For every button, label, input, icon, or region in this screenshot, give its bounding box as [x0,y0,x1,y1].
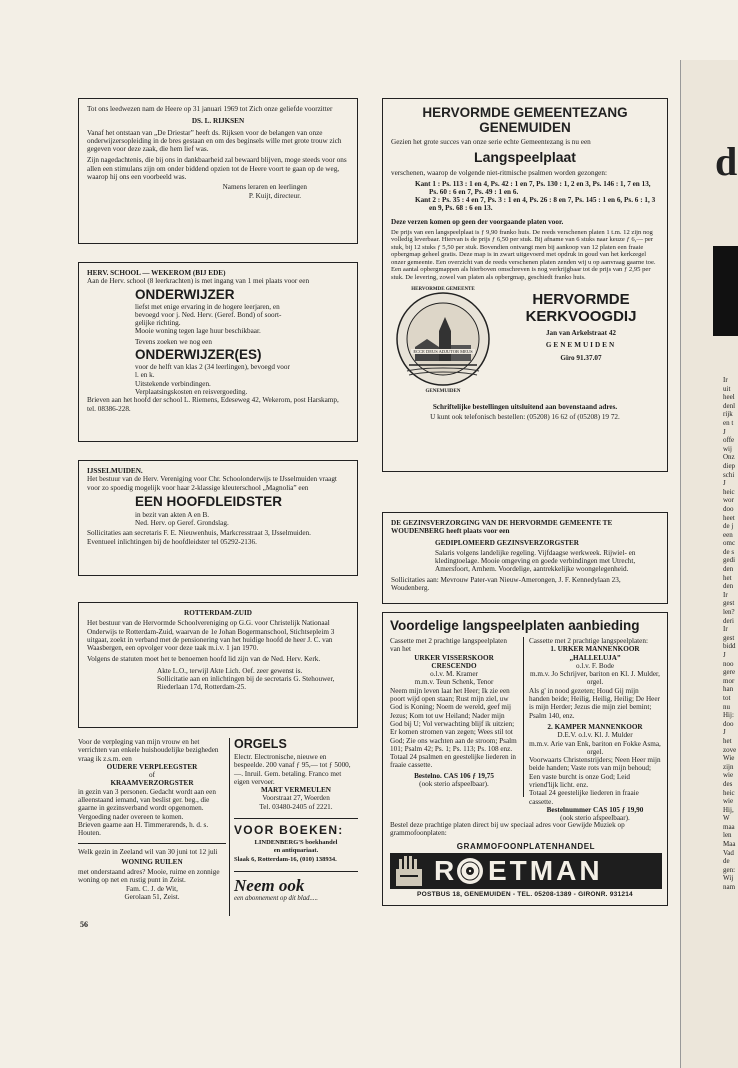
adjacent-text-fragment: gest [723,633,735,642]
gz-title1: HERVORMDE GEMEENTEZANG [422,105,628,120]
ad-langspeelplaten [382,612,668,906]
wekerom-intro: Aan de Herv. school (8 leerkrachten) is met ingang van 1 mei plaats voor een [87,277,310,286]
adjacent-text-fragment: de s [723,547,735,556]
adjacent-text-fragment: wij [723,444,732,453]
adjacent-text-fragment: Onz [723,453,735,462]
rotterdam-p2: Volgens de statuten moet het te benoemen hoofd lid zijn van de Ned. Herv. Kerk. [87,655,321,664]
rijksen-sign2: P. Kuijt, directeur. [248,191,301,200]
lp-left-mmv: m.m.v. Teun Schenk, Tenor [414,678,494,687]
adjacent-text-fragment: rijk [723,410,733,419]
lp-right-order: Bestelnummer CAS 105 ƒ 19,90 [546,805,644,814]
adjacent-text-fragment: wie [723,797,734,806]
ijssel-body-0: in bezit van akten A en B. [135,510,210,519]
divider [234,871,358,872]
verpleeg-h2: KRAAMVERZORGSTER [110,779,194,788]
lp-heading: Voordelige langspeelplaten aanbieding [390,618,640,633]
adjacent-text-fragment: deri [723,616,734,625]
adjacent-text-fragment: J [723,728,726,737]
adjacent-text-fragment: Ir [723,376,728,384]
gz-intro: Gezien het grote succes van onze serie echte Gemeentezang is nu een [391,138,591,146]
woning-p1: Welk gezin in Zeeland wil van 30 juni tot 12 juli [78,847,218,856]
column-divider [229,738,230,916]
gz-title2: GENEMUIDEN [479,120,571,135]
boeken-heading: VOOR BOEKEN: [234,823,344,838]
brand-letter-r: R [434,855,456,886]
adjacent-text-fragment: bidd [723,642,736,651]
lp-left-intro: Cassette met 2 prachtige langspeelplaten van het [390,637,507,654]
adjacent-text-fragment: Ir [723,590,728,599]
verpleeg-p3: Brieven gaarne aan H. Timmerarends, h. d. s. Houten. [78,820,209,838]
lp-left-songs: Neem mijn leven laat het Heer; Ik zie een poort wijd open staan; Rust mijn ziel, uw God is Koning; Noem de wereld, geef mij Jezus; Kom tot uw Heiland; Nader mijn God bij U; Vol verwachting blijf ik uitzien; Er komen stromen van zegen; Wees stil tot God; Zie ons wachten aan de stroom; Psalm 101; Psalm 42; Ps. 1; Ps. 113; Ps. 108 enz. Totaal 24 psalmen en geestelijke liederen in fraaie cassette. [390,686,517,770]
adjacent-text-fragment: de [723,857,730,866]
adjacent-black-block [713,246,738,336]
lp-left-choir2: CRESCENDO [431,661,477,670]
wekerom-body1-1: bevoegd voor j. Ned. Herv. (Geref. Bond) of soort- [135,310,282,319]
rijksen-p2: Zijn nagedachtenis, die bij ons in dankbaarheid zal bewaard blijven, moge steeds voor ons allen een stimulans zijn om onder biddend opzien tot de Heere voort te gaan op de weg, waarop hij ons een voorbeeld was. [87,156,347,182]
divider [234,818,358,819]
orgels-heading: ORGELS [234,737,287,751]
adjacent-text-fragment: de j [723,522,734,531]
orgels-body: Electr. Electronische, nieuwe en bespeelde. 200 vanaf ƒ 95,— tot ƒ 5000,—. Inruil. Gem. betaling. Franco met eigen vervoer. [234,753,351,786]
rotterdam-title: ROTTERDAM-ZUID [184,609,252,617]
adjacent-text-fragment: diep [723,461,736,470]
wekerom-title: HERV. SCHOOL — WEKEROM (BIJ EDE) [87,269,226,277]
adjacent-text-fragment: Ir [723,625,728,634]
adjacent-text-fragment: wie [723,771,734,780]
wekerom-tevens: Tevens zoeken we nog een [135,337,212,346]
rotterdam-p3: Akte L.O., terwijl Akte Lich. Oef. zeer gewenst is. [157,666,303,675]
adjacent-text-fragment: den [723,582,734,591]
lp-right-intro: Cassette met 2 prachtige langspeelplaten: [529,637,648,645]
wb-body: Salaris volgens landelijke regeling. Vijfdaagse werkweek. Rijwiel- en kledingtoelage. Mooie omgeving en goede verbindingen met Utrecht, Amersfoort, Arnhem. Voordelige, aantrekkelijke woongelegenheid. [435,548,636,574]
ijssel-closing2: Eventueel inlichtingen bij de hoofdleidster tel 05292-2136. [87,537,257,546]
wekerom-heading1: ONDERWIJZER [135,286,235,302]
kv-city: GENEMUIDEN [545,341,617,350]
boeken-line2: en antiquariaat. [273,847,319,855]
orgels-name: MART VERMEULEN [261,786,331,795]
wekerom-body2-0: voor de helft van klas 2 (34 leerlingen), bevoegd voor [135,363,290,372]
adjacent-text-fragment: tot [723,693,731,702]
wekerom-closing: Brieven aan het hoofd der school L. Riemens, Edeseweg 42, Wekerom, post Harskamp, tel. 08386-228. [87,396,339,413]
adjacent-text-fragment: wor [723,496,734,505]
verpleeg-h1: OUDERE VERPLEEGSTER [106,762,198,771]
adjacent-text-fragment: heet [723,513,735,522]
wekerom-body2-3: Verplaatsingskosten en reisvergoeding. [135,387,248,396]
verpleeg-p2: in gezin van 3 personen. Gedacht wordt aan een alleenstaand iemand, van beslist ger. beg., die gaarne in gezinsverband wordt opgenomen. Vergoeding nader overeen te komen. [78,787,216,821]
adjacent-text-fragment: offe [723,436,735,445]
boeken-line3: Slaak 6, Rotterdam-16, (010) 138934. [234,855,337,863]
lp-right-choir2: „HALLELUJA” [569,653,621,662]
rijksen-sign1: Namens leraren en leerlingen [222,183,307,192]
rijksen-name: DS. L. RIJKSEN [191,117,245,126]
adjacent-text-fragment: zijn [723,762,734,771]
lp-left-order: Bestelno. CAS 106 ƒ 19,75 [414,771,494,780]
adjacent-text-fragment: zove [723,745,737,754]
ad-woudenberg [382,512,668,604]
woning-heading: WONING RUILEN [121,857,183,866]
lp-postbus: POSTBUS 18, GENEMUIDEN - TEL. 05208-1389 - GIRONR. 931214 [417,891,633,898]
ad-gemeentezang [382,98,668,472]
ad-rotterdam [78,602,358,728]
lp-right [529,637,661,823]
adjacent-text-fragment: J [723,427,726,436]
wekerom-body1-3: Mooie woning tegen lage huur beschikbaar. [135,327,261,336]
adjacent-text-fragment: len [723,831,732,840]
record-icon [456,857,484,885]
wb-closing: Sollicitaties aan: Mevrouw Pater-van Nieuw-Amerongen, J. F. Kennedylaan 23, Woudenberg. [391,575,621,593]
lp-right-choir3: 2. KAMPER MANNENKOOR [547,722,643,731]
gz-notice: Deze verzen komen op geen der voorgaande platen voor. [391,217,564,226]
wekerom-body2-1: l. en k. [135,371,155,380]
adjacent-text-fragment: nu [723,702,730,711]
lp-right-total: Totaal 24 geestelijke liederen in fraaie cassette. [529,789,639,806]
adjacent-text-fragment: den [723,565,734,574]
lp-right-mmv: m.m.v. Jo Schrijver, bariton en Kl. J. Mulder, orgel. [530,670,660,687]
adjacent-text-fragment: noo [723,659,734,668]
kv-giro: Giro 91.37.07 [560,353,602,362]
adjacent-text-fragment: denl [723,401,736,410]
verpleeg-p1: Voor de verpleging van mijn vrouw en het verrichten van enkele huishoudelijke bezigheden vraag ik z.s.m. een [78,738,219,763]
boeken-line1: LINDENBERG'S boekhandel [254,839,338,847]
adjacent-text-column [723,376,738,892]
gz-intro2: verschenen, waarop de volgende niet-ritmische psalmen worden gezongen: [391,169,607,178]
ijssel-intro: Het bestuur van de Herv. Vereniging voor Chr. Schoolonderwijs te IJsselmuiden vraagt voor zo spoedig mogelijk voor haar 2-klassige kleuterschool „Magnolia” een [87,475,337,492]
adjacent-big-letter: d [715,139,738,184]
adjacent-text-fragment: mor [723,676,735,685]
seal-bottom-text: GENEMUIDEN [425,388,461,394]
adjacent-text-fragment: des [723,779,733,788]
lp-band: GRAMMOFOONPLATENHANDEL [456,842,596,851]
lp-right-choir: 1. URKER MANNENKOOR [550,645,640,654]
seal-ribbon-text: ECCE DEUS ADJUTOR MEUS [411,349,475,354]
adjacent-text-fragment: W [723,814,730,823]
organ-icon [394,855,424,887]
wekerom-body1-2: gelijke richting. [135,319,181,328]
lp-closing: Bestel deze prachtige platen direct bij uw speciaal adres voor Gewijde Muziek op grammofoonplaten: [390,821,625,838]
adjacent-text-fragment: len? [723,608,735,617]
lp-right-dir2: D.E.V. o.l.v. Kl. J. Mulder [557,731,633,740]
adjacent-text-fragment: heic [723,487,735,496]
adjacent-text-fragment: Vad [723,848,734,857]
wekerom-heading2: ONDERWIJZER(ES) [135,347,262,363]
ijssel-body-1: Ned. Herv. op Geref. Grondslag. [135,519,229,528]
verpleeg-of: of [149,771,155,780]
lp-right-dir: o.l.v. F. Bode [575,661,615,670]
woning-sign2: Gerolaan 51, Zeist. [124,893,180,902]
roetman-banner [390,853,662,889]
gz-footer1: Schriftelijke bestellingen uitsluitend aan bovenstaand adres. [432,402,618,411]
woning-sign1: Fam. C. J. de Wit, [126,884,178,893]
adjacent-text-fragment: doo [723,719,734,728]
adjacent-text-fragment: uit [723,384,731,393]
adjacent-text-fragment: J [723,479,726,488]
lp-right-songs2: Voorwaarts Christenstrijders; Neen Heer mijn beide handen; Vaste rots van mijn behoud; Een vaste burcht is onze God; Leid vriend'lijk licht. enz. [529,756,661,790]
adjacent-text-fragment: han [723,685,734,694]
adjacent-text-fragment: Wij [723,874,734,883]
adjacent-text-fragment: het [723,736,732,745]
wekerom-body1-0: liefst met enige ervaring in de hogere leerjaren, en [135,302,280,311]
kv-org1: HERVORMDE [532,290,630,308]
gz-kant2: Kant 2 : Ps. 35 : 4 en 7, Ps. 3 : 1 en 4, Ps. 26 : 8 en 7, Ps. 145 : 1 en 6, Ps. 6 : 1, 3 en 9, Ps. 68 : 6 en 13. [415,196,656,213]
page-number: 56 [80,920,88,929]
adjacent-text-fragment: J [723,651,726,659]
lp-left-dir: o.l.v. M. Kramer [430,670,478,679]
adjacent-text-fragment: het [723,573,732,582]
adjacent-text-fragment: gest [723,599,735,608]
ad-wekerom [78,262,358,442]
adjacent-text-fragment: schi [723,470,735,479]
ijssel-closing1: Sollicitaties aan secretaris F. E. Nieuwenhuis, Markcresstraat 3, IJsselmuiden. [87,529,311,538]
adjacent-text-fragment: doo [723,504,734,513]
adjacent-text-fragment: heic [723,788,735,797]
adjacent-text-fragment: omc [723,539,736,548]
gz-footer2: U kunt ook telefonisch bestellen: (05208) 16 62 of (05208) 19 72. [430,413,620,422]
adjacent-page [680,60,738,1068]
gz-seal-row [391,287,659,397]
wekerom-body2-2: Uitstekende verbindingen. [135,379,211,388]
kv-addr: Jan van Arkelstraat 42 [545,328,617,337]
adjacent-text-fragment: gedi [723,556,736,565]
adjacent-text-fragment: Maa [723,840,736,849]
gz-kant1: Kant 1 : Ps. 113 : 1 en 4, Ps. 42 : 1 en 7, Ps. 130 : 1, 2 en 3, Ps. 146 : 1, 7 en 13, Ps. 60 : 6 en 7, Ps. 49 : 1 en 6. [415,179,651,196]
ijssel-title: IJSSELMUIDEN. [87,467,143,475]
orgels-addr2: Tel. 03480-2405 of 2221. [259,802,333,811]
gz-body: De prijs van een langspeelplaat is ƒ 9,90 franko huis. De reeds verschenen platen 1 t.m. 12 zijn nog volledig leverbaar. Hiervan is de prijs ƒ 6,50 per stuk. Bij afname van 6 stuks naar keuze ƒ 6,— per stuk, bij 12 stuks ƒ 5,50 per stuk. Bovendien ontvangt men bij aankoop van 12 platen een fraaie opbergmap geheel gratis. Deze map is in zwart uitgevoerd met opdruk in goud van het kerkzegel onzer gemeente. Een overzicht van de reeds verschenen platen zenden wij u op aanvraag gaarne toe. Een aantal opbergmappen als hierboven omschreven is nog verkrijgbaar tot de prijs van ƒ 2,95 per stuk. De levering, zowel van platen als opbergmap, geschiedt franko huis. [391,229,656,281]
adjacent-text-fragment: heel [723,393,735,402]
column-divider [523,637,524,797]
ijssel-heading: EEN HOOFDLEIDSTER [135,493,283,509]
ad-rijksen [78,98,358,244]
col-small-ads [78,738,226,901]
wb-title: DE GEZINSVERZORGING VAN DE HERVORMDE GEMEENTE TE WOUDENBERG heeft plaats voor een [391,519,613,536]
ad-ijsselmuiden [78,460,358,576]
kv-org2: KERKVOOGDIJ [525,307,637,325]
divider [78,843,226,844]
lp-right-mmv2: m.m.v. Arie van Enk, bariton en Fokke Asma, orgel. [529,739,661,756]
adjacent-text-fragment: nam [723,883,736,892]
lp-left-order2: (ook sterio afspeelbaar). [419,780,489,789]
lp-right-order2: (ook sterio afspeelbaar). [560,814,630,823]
church-seal-icon [395,291,491,387]
rotterdam-p4: Sollicitatie aan en inlichtingen bij de secretaris G. Stehouwer, Riederlaan 17d, Rotterdam-25. [157,675,335,692]
rotterdam-p1: Het bestuur van de Hervormde Schoolvereniging op G.G. voor Christelijk Nationaal Onderwijs te Rotterdam-Zuid, waarvan de 1e Johan Bogermanschool, Stichtsepleim 3 uitgaat, zoekt in verband met de pensionering van het huidige hoofd de heer J. C. van Waasbergen, een opvolger voor deze taak m.i.v. 1 jan 1970. [87,619,335,653]
rijksen-p1: Vanaf het ontstaan van „De Driestar” heeft ds. Rijksen voor de belangen van onze onderwijzersopleiding in de bres gestaan en om des beginsels wille met grote trouw zich gegeven voor deze zaak, die hem lief was. [87,128,342,154]
adjacent-text-fragment: een [723,530,733,539]
lp-left-choir: URKER VISSERSKOOR [414,653,494,662]
gz-heading: Langspeelplaat [474,149,576,166]
adjacent-text-fragment: Wie [723,754,735,763]
woning-p2: met onderstaand adres? Mooie, ruime en zonnige woning op net en rustig punt in Zeist. [78,868,220,885]
lp-right-songs: Als g' in nood gezeten; Houd Gij mijn handen beide; Heilig, Heilig, Heilig; De Heer is mijn Herder; Jezus die mijn ziel bemint; Psalm 140, enz. [529,686,660,720]
adjacent-text-fragment: Hij, [723,805,734,814]
wb-heading: GEDIPLOMEERD GEZINSVERZORGSTER [435,538,579,547]
neem-heading: Neem ook [234,875,305,895]
seal-top-text: HERVORMDE GEMEENTE [411,286,475,292]
lp-left [390,637,518,788]
orgels-addr1: Voorstraat 27, Woerden [262,794,330,803]
brand-name: ETMAN [488,855,603,886]
kerkvoogdij-block [503,291,659,362]
col-orgels [234,738,358,903]
rijksen-intro: Tot ons leedwezen nam de Heere op 31 januari 1969 tot Zich onze geliefde voorzitter [87,105,333,113]
neem-line: een abonnement op dit blad..... [234,894,319,902]
adjacent-text-fragment: gen: [723,865,736,874]
adjacent-text-fragment: Hij: [723,711,734,720]
adjacent-text-fragment: gere [723,668,736,677]
adjacent-text-fragment: en t [723,418,734,427]
adjacent-text-fragment: maa [723,822,735,831]
